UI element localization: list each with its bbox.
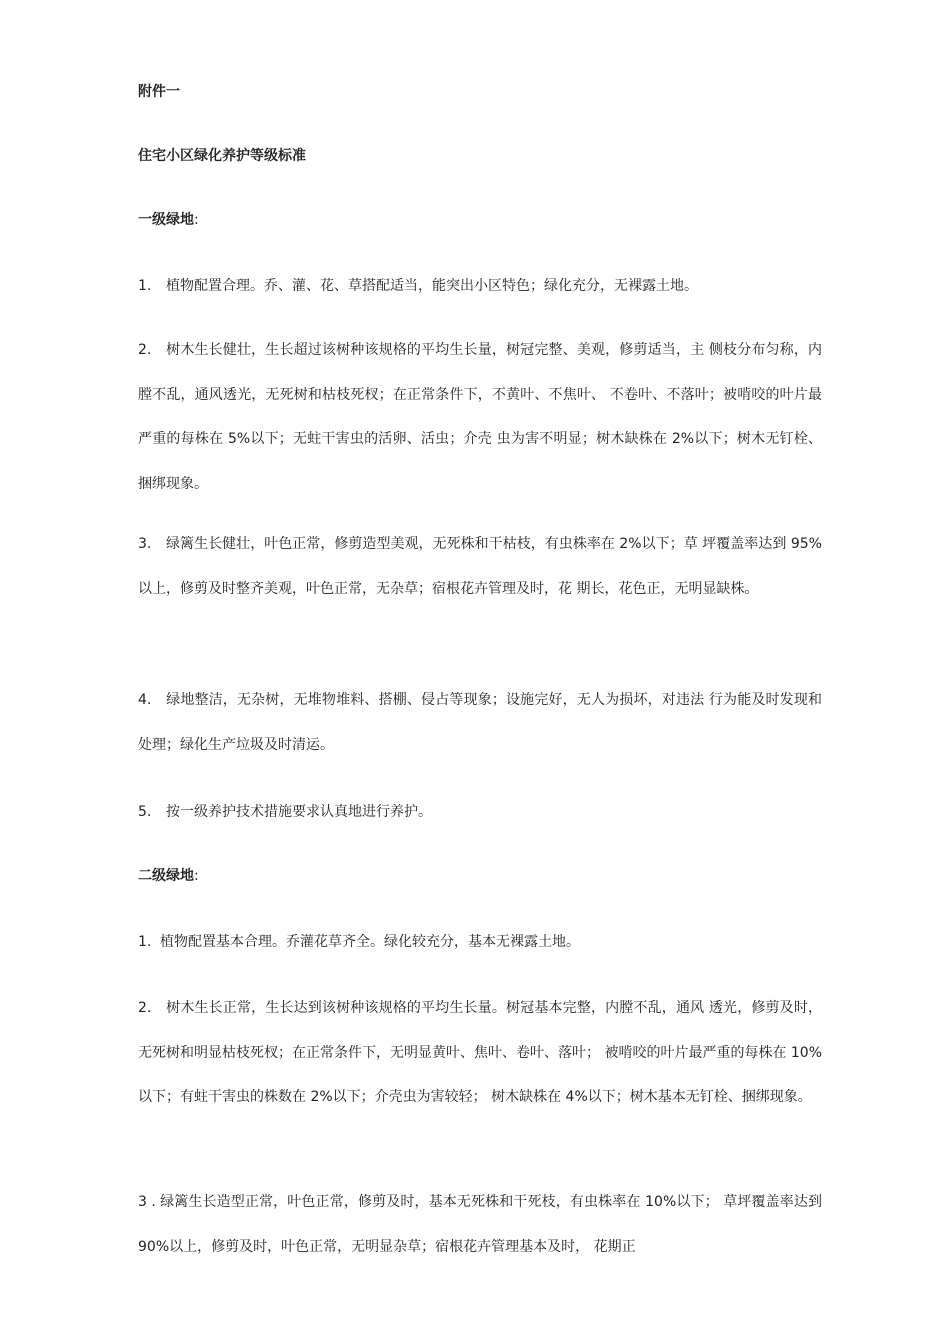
level1-item-3 [138,522,822,611]
level2-heading [138,862,199,890]
level1-item-2-number: 2. [138,342,152,358]
level1-heading [138,206,199,234]
level2-item-2-number: 2. [138,1000,152,1016]
document-title: 住宅小区绿化养护等级标准 [138,148,306,164]
level2-heading-text: 二级绿地 [138,868,194,884]
level2-item-2 [138,986,822,1120]
level2-heading-colon: : [194,868,199,884]
level1-item-2 [138,328,822,506]
level1-item-1 [138,264,822,309]
level1-item-4 [138,678,822,767]
level1-item-5 [138,790,822,835]
attachment-label: 附件一 [138,84,180,100]
level1-heading-colon: : [194,212,199,228]
level1-item-5-number: 5. [138,804,152,820]
level1-item-1-number: 1. [138,278,152,294]
level2-item-3 [138,1180,822,1269]
level2-item-3-number: 3 . [138,1194,156,1210]
level2-item-1-text: 植物配置基本合理。乔灌花草齐全。绿化较充分，基本无裸露土地。 [160,934,580,950]
level1-item-5-text: 按一级养护技术措施要求认真地进行养护。 [166,804,432,820]
level1-heading-text: 一级绿地 [138,212,194,228]
level1-item-3-text: 绿篱生长健壮，叶色正常，修剪造型美观，无死株和干枯枝，有虫株率在 2%以下；草 坪覆盖率达到 95%以上，修剪及时整齐美观，叶色正常，无杂草；宿根花卉管理及时，花 期长，花色正，无明显缺株。 [138,536,822,597]
level2-item-1 [138,920,822,965]
level1-item-1-text: 植物配置合理。乔、灌、花、草搭配适当，能突出小区特色；绿化充分，无裸露土地。 [166,278,698,294]
level2-item-3-text: 绿篱生长造型正常，叶色正常，修剪及时，基本无死株和干死枝，有虫株率在 10%以下； 草坪覆盖率达到 90%以上，修剪及时，叶色正常，无明显杂草；宿根花卉管理基本及时， 花期正 [138,1194,822,1255]
level1-item-4-text: 绿地整洁，无杂树，无堆物堆料、搭棚、侵占等现象；设施完好，无人为损坏，对违法 行为能及时发现和处理；绿化生产垃圾及时清运。 [138,692,822,753]
level2-item-2-text: 树木生长正常，生长达到该树种该规格的平均生长量。树冠基本完整，内膛不乱，通风 透光，修剪及时，无死树和明显枯枝死杈；在正常条件下，无明显黄叶、焦叶、卷叶、落叶； 被啃咬的叶片最严重的每株在 10%以下；有蛀干害虫的株数在 2%以下；介壳虫为害较轻； 树木缺株在 4%以下；树木基本无钉栓、捆绑现象。 [138,1000,823,1105]
level1-item-2-text: 树木生长健壮，生长超过该树种该规格的平均生长量，树冠完整、美观，修剪适当，主 侧枝分布匀称，内膛不乱，通风透光，无死树和枯枝死杈；在正常条件下，不黄叶、不焦叶、 不卷叶、不落叶；被啃咬的叶片最严重的每株在 5%以下；无蛀干害虫的活卵、活虫；介壳 虫为害不明显；树木缺株在 2%以下；树木无钉栓、捆绑现象。 [138,342,822,492]
level1-item-4-number: 4. [138,692,152,708]
level2-item-1-number: 1. [138,934,152,950]
level1-item-3-number: 3. [138,536,152,552]
